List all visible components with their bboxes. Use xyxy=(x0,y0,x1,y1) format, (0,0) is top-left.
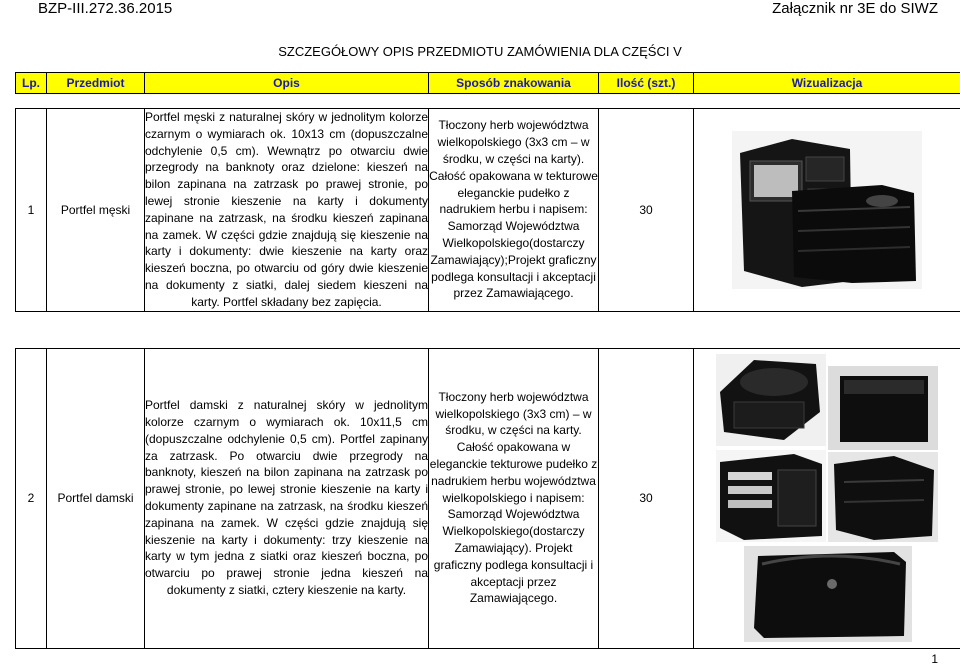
table-header-row xyxy=(16,73,960,94)
table-row xyxy=(16,348,960,648)
col-header-item: Przedmiot xyxy=(47,73,145,94)
row-item: Portfel damski xyxy=(47,348,145,648)
row-visualization xyxy=(694,109,960,312)
row-description: Portfel damski z naturalnej skóry w jednolitym kolorze czarnym o wymiarach ok. 10x11,5 cm (dopuszczalne odchylenie 0,5 cm). Portfel zapinany za zatrzask. Po otwarciu dwie przegrody na banknoty, kieszeń na bilon zapinana na zatrzask po prawej stronie, po lewej stronie kieszenie na karty i dokumenty zapinane na zatrzask, na środku kieszeń zapinana na zamek. W części gdzie znajdują się kieszenie na karty i dokumenty: trzy kieszenie na karty w tym jedna z siatki oraz kieszeń boczna, po otwarciu po prawej stronie jedna kieszeń na dokumenty z siatki, cztery kieszenie na karty. xyxy=(145,348,429,648)
page-number: 1 xyxy=(931,652,938,666)
col-header-visualization: Wizualizacja xyxy=(694,73,960,94)
row-lp: 1 xyxy=(16,109,47,312)
row-item: Portfel męski xyxy=(47,109,145,312)
row-quantity: 30 xyxy=(599,348,694,648)
row-marking: Tłoczony herb województwa wielkopolskiego (3x3 cm – w środku, w części na karty). Całość opakowana w tekturowe eleganckie pudełko z nadrukiem herbu i napisem: Samorząd Województwa Wielkopolskiego(dostarczy Zamawiający);Projekt graficzny podlega konsultacji i akceptacji przez Zamawiającego. xyxy=(429,109,599,312)
col-header-marking: Sposób znakowania xyxy=(429,73,599,94)
col-header-description: Opis xyxy=(145,73,429,94)
mens-wallet-photo xyxy=(732,131,922,289)
womens-wallet-photo xyxy=(714,352,940,644)
attachment-label: Załącznik nr 3E do SIWZ xyxy=(772,0,938,17)
row-lp: 2 xyxy=(16,348,47,648)
specification-table xyxy=(15,72,960,649)
row-quantity: 30 xyxy=(599,109,694,312)
page-title: SZCZEGÓŁOWY OPIS PRZEDMIOTU ZAMÓWIENIA DLA CZĘŚCI V xyxy=(278,44,682,59)
row-description: Portfel męski z naturalnej skóry w jednolitym kolorze czarnym o wymiarach ok. 10x13 cm (dopuszczalne odchylenie 0,5 cm). Wewnątrz po otwarciu dwie przegrody na banknoty oraz dzielone: kieszeń na bilon zapinana na zatrzask po prawej stronie, po lewej stronie kieszenie na karty i dokumenty zapinane na zatrzask, na środku kieszeń zapinana na zamek. W części gdzie znajdują się kieszenie na karty i dokumenty: dwie kieszenie na karty oraz kieszeń boczna, po otwarciu od góry dwie kieszenie na dokumenty z siatki, dalej siedem kieszeni na karty. Portfel składany bez zapięcia. xyxy=(145,109,429,312)
table-row xyxy=(16,109,960,312)
row-marking: Tłoczony herb województwa wielkopolskiego (3x3 cm) – w środku, w części na karty. Całość opakowana w eleganckie tekturowe pudełko z nadrukiem herbu województwa wielkopolskiego i napisem: Samorząd Województwa Wielkopolskiego(dostarczy Zamawiający). Projekt graficzny podlega konsultacji i akceptacji przez Zamawiającego. xyxy=(429,348,599,648)
document-id: BZP-III.272.36.2015 xyxy=(38,0,173,17)
row-visualization xyxy=(694,348,960,648)
col-header-quantity: Ilość (szt.) xyxy=(599,73,694,94)
col-header-lp: Lp. xyxy=(16,73,47,94)
